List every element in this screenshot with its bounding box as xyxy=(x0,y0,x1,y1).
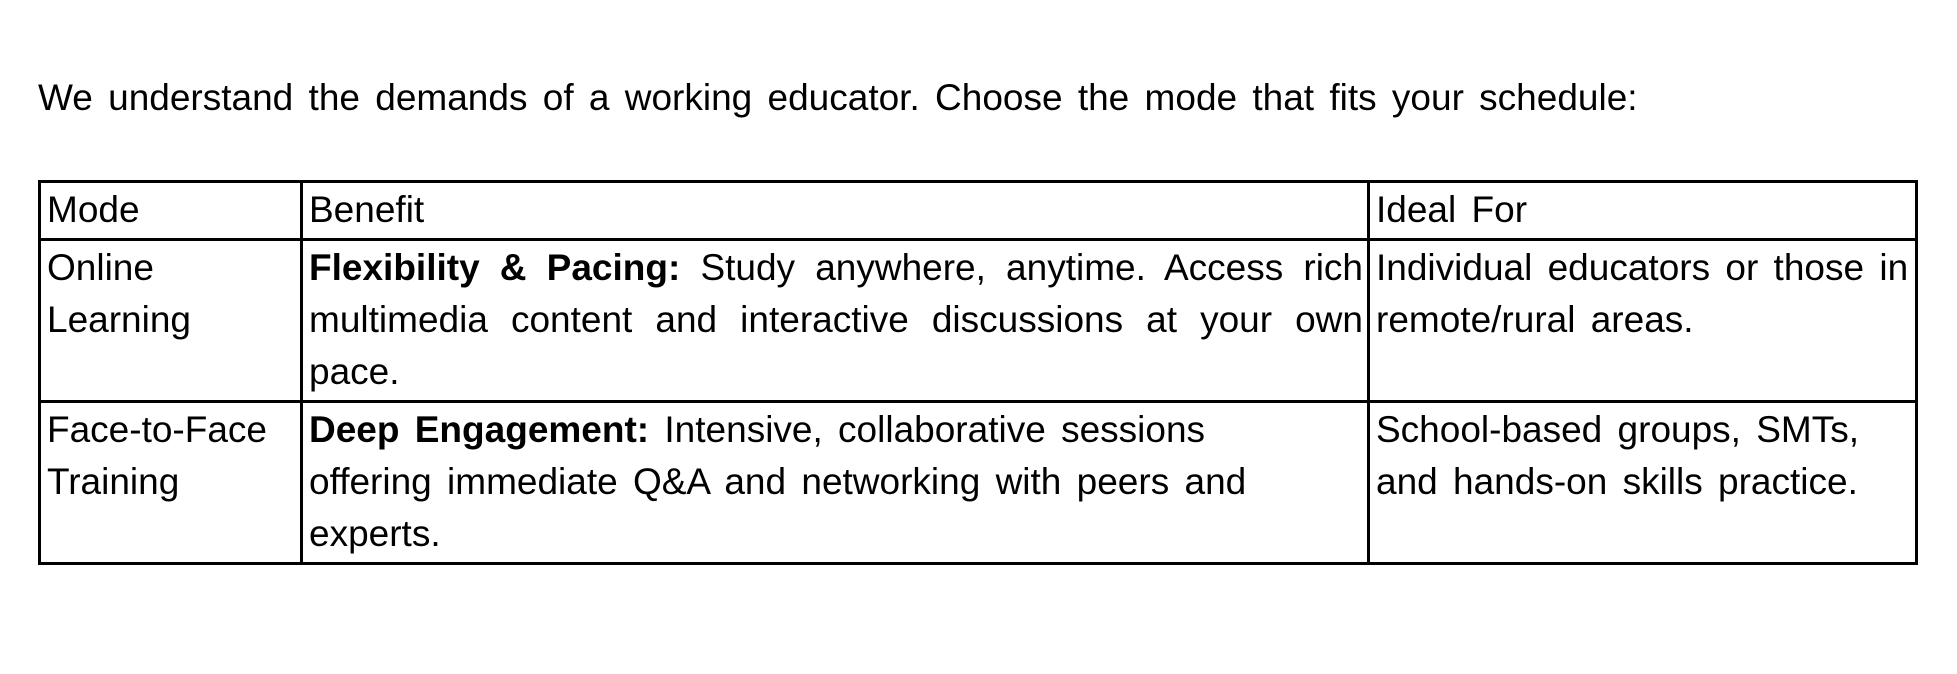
benefit-line xyxy=(309,242,1363,294)
intro-paragraph: We understand the demands of a working educator. Choose the mode that fits your schedule: xyxy=(38,77,1638,118)
benefit-cell xyxy=(302,402,1369,564)
benefit-lead: Deep Engagement: xyxy=(309,409,650,450)
ideal-for-cell: School-based groups, SMTs, and hands-on skills practice. xyxy=(1369,402,1917,564)
header-mode: Mode xyxy=(40,182,302,240)
benefit-line: multimedia content and interactive discussions at your own xyxy=(309,299,1363,340)
header-benefit: Benefit xyxy=(302,182,1369,240)
benefit-cell xyxy=(302,240,1369,402)
ideal-for-cell: Individual educators or those in remote/rural areas. xyxy=(1369,240,1917,402)
delivery-modes-table xyxy=(38,180,1918,565)
benefit-line: experts. xyxy=(309,513,441,554)
benefit-line xyxy=(309,404,1363,456)
header-ideal-for: Ideal For xyxy=(1369,182,1917,240)
mode-cell: Face-to-Face Training xyxy=(40,402,302,564)
benefit-line: offering immediate Q&A and networking with peers and xyxy=(309,461,1247,502)
table-row-online-learning xyxy=(40,240,1917,402)
benefit-lead: Flexibility & Pacing: xyxy=(309,247,681,288)
header-row xyxy=(40,182,1917,240)
benefit-text: Study anywhere, anytime. Access rich xyxy=(700,247,1363,288)
benefit-text: Intensive, collaborative sessions xyxy=(664,409,1206,450)
mode-cell: Online Learning xyxy=(40,240,302,402)
benefit-line: pace. xyxy=(309,351,400,392)
table-row-face-to-face-training xyxy=(40,402,1917,564)
